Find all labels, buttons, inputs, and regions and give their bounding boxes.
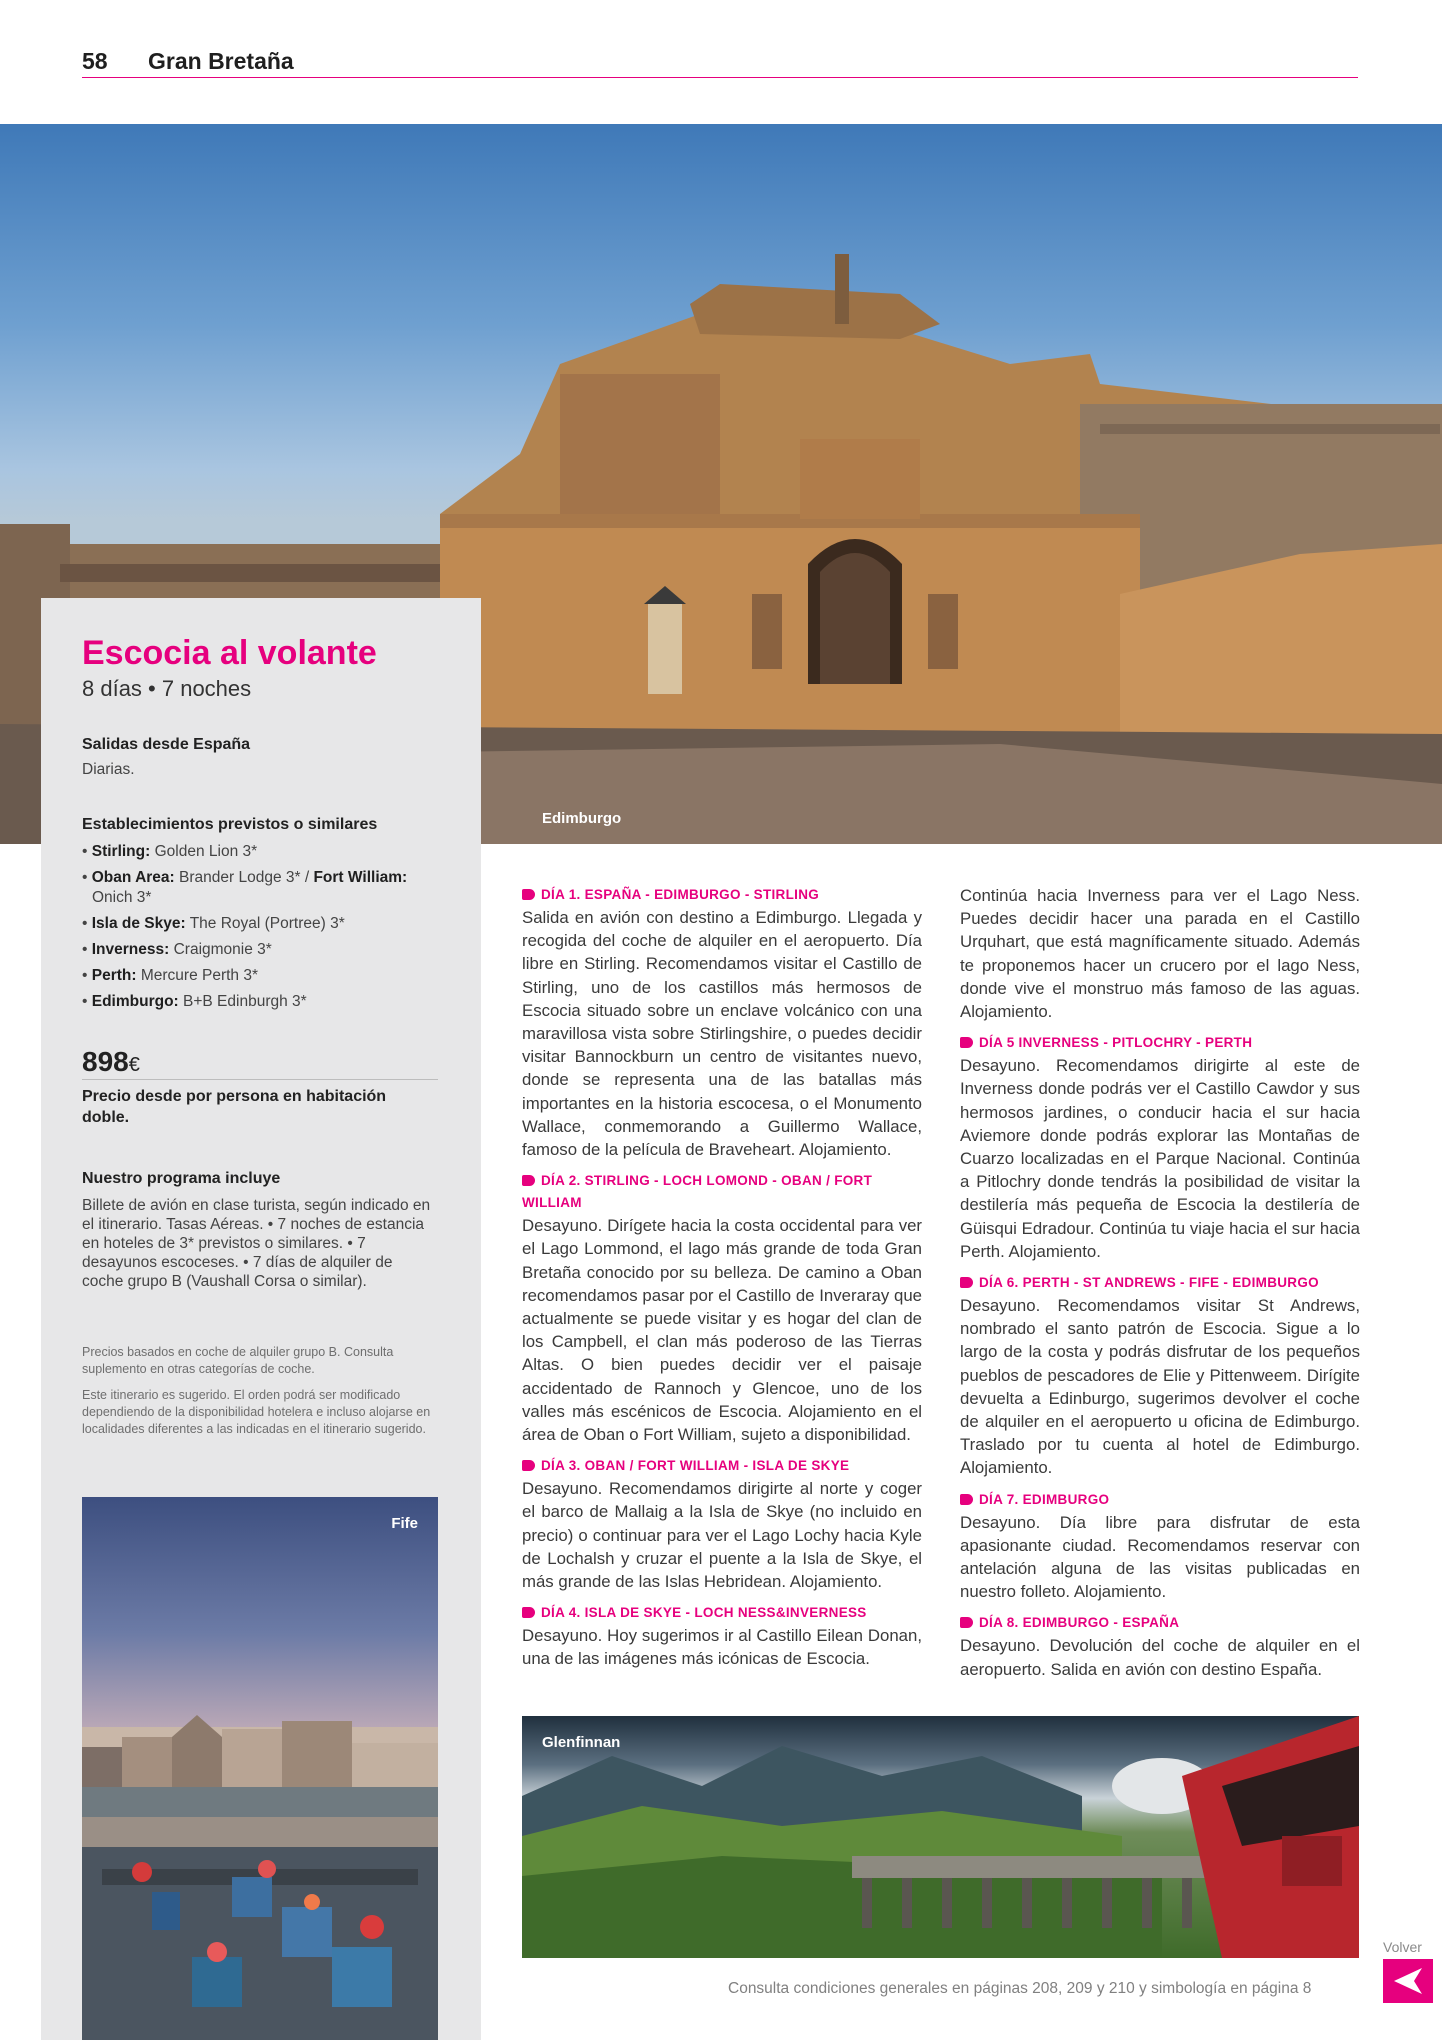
back-arrow-icon (1392, 1966, 1424, 1996)
day-marker-icon (522, 1460, 535, 1471)
day-7-title: DÍA 7. EDIMBURGO (960, 1489, 1360, 1511)
day-6-text: Desayuno. Recomendamos visitar St Andrews, nombrado el santo patrón de Escocia. Sigue a lo largo de la costa y podrás disfrutar de los pequeños pueblos de pescadores de Elie y Pittenweem. Dirígite devuelta a Edinburgo, sugerimos devolver el coche de alquiler en el aeropuerto u oficina de Edimburgo. Traslado por tu cuenta al hotel de Edimburgo. Alojamiento. (960, 1296, 1360, 1478)
day-3-title: DÍA 3. OBAN / FORT WILLIAM - ISLA DE SKYE (522, 1455, 922, 1477)
page-header (82, 48, 1358, 78)
day-8-text: Desayuno. Devolución del coche de alquiler en el aeropuerto. Salida en avión con destino España. (960, 1636, 1360, 1679)
hero-caption: Edimburgo (542, 810, 622, 827)
departures-heading: Salidas desde España (82, 736, 251, 753)
price-divider (82, 1079, 438, 1080)
day-1-title: DÍA 1. ESPAÑA - EDIMBURGO - STIRLING (522, 884, 922, 906)
day-2-text: Desayuno. Dirígete hacia la costa occidental para ver el Lago Lommond, el lago más grande de toda Gran Bretaña conocido por su belleza. De camino a Oban recomendamos pasar por el Castillo de Inveraray que actualmente se puede visitar y es hogar del clan de los Campbell, el clan más poderoso de las Tierras Altas. O bien puedes decidir ver el paisaje accidentado de Rannoch y Glencoe, uno de los valles más escénicos de Escocia. Alojamiento en el área de Oban o Fort William, sujeto a disponibilidad. (522, 1216, 922, 1445)
day-8-title: DÍA 8. EDIMBURGO - ESPAÑA (960, 1612, 1360, 1634)
day-5-title: DÍA 5 INVERNESS - PITLOCHRY - PERTH (960, 1032, 1360, 1054)
departures-text: Diarias. (82, 761, 135, 778)
day-marker-icon (522, 1175, 535, 1186)
includes-text: Billete de avión en clase turista, según indicado en el itinerario. Tasas Aéreas. • 7 noches de estancia en hoteles de 3* previstos o similares. • 7 desayunos escoceses. • 7 días de alquiler de coche grupo B (Vaushall Corsa o similar). (82, 1197, 431, 1290)
photo-fife (82, 1497, 438, 2040)
hotel-item: • Perth: Mercure Perth 3* (82, 966, 442, 986)
hotels-heading: Establecimientos previstos o similares (82, 816, 378, 833)
day-6-title: DÍA 6. PERTH - ST ANDREWS - FIFE - EDIMBURGO (960, 1272, 1360, 1294)
day-marker-icon (960, 1037, 973, 1048)
hotel-item: • Stirling: Golden Lion 3* (82, 842, 442, 862)
day-marker-icon (522, 1607, 535, 1618)
day-marker-icon (960, 1277, 973, 1288)
back-button[interactable] (1383, 1959, 1433, 2003)
fife-caption: Fife (391, 1515, 418, 1532)
day-marker-icon (522, 889, 535, 900)
tour-duration: 8 días • 7 noches (82, 676, 252, 701)
price-note: Precio desde por persona en habitación doble. (82, 1088, 387, 1126)
day-marker-icon (960, 1494, 973, 1505)
itinerary-column-1 (522, 884, 922, 1671)
hotel-item: • Oban Area: Brander Lodge 3* / Fort William: Onich 3* (82, 868, 442, 908)
back-label[interactable]: Volver (1383, 1939, 1422, 1955)
day-2-title: DÍA 2. STIRLING - LOCH LOMOND - OBAN / FORT WILLIAM (522, 1173, 873, 1211)
page-number: 58 (82, 48, 108, 74)
hotels-list (82, 842, 442, 1018)
note-itinerary: Este itinerario es sugerido. El orden podrá ser modificado dependiendo de la disponibilidad hotelera e incluso alojarse en localidades diferentes a las indicadas en el itinerario sugerido. (82, 1388, 431, 1436)
glenfinnan-caption: Glenfinnan (542, 1734, 621, 1751)
photo-glenfinnan (522, 1716, 1359, 1958)
day-3-text: Desayuno. Recomendamos dirigirte al norte y coger el barco de Mallaig a la Isla de Skye (no incluido en precio) o continuar para ver el Lago Lochy hacia Kyle de Lochalsh y cruzar el puente a la Isla de Skye, el más grande de las Islas Hebridean. Alojamiento. (522, 1479, 922, 1592)
itinerary-column-2 (960, 884, 1360, 1681)
fife-illustration (82, 1497, 438, 2040)
hotel-item: • Inverness: Craigmonie 3* (82, 940, 442, 960)
day-1-text: Salida en avión con destino a Edimburgo. Llegada y recogida del coche de alquiler en el aeropuerto. Día libre en Stirling. Recomendamos visitar el Castillo de Stirling, uno de los castillos más hermosos de Escocia situado sobre un enclave volcánico con una maravillosa vista sobre Stirlingshire, o puedes decidir visitar Bannockburn un centro de visitantes nuevo, donde se representa una de las batallas más importantes en la historia escocesa, o el Monumento Wallace, conmemorando a Guillermo Wallace, famoso de la película de Braveheart. Alojamiento. (522, 908, 922, 1160)
hotel-item: • Isla de Skye: The Royal (Portree) 3* (82, 914, 442, 934)
day-5-text: Desayuno. Recomendamos dirigirte al este de Inverness donde podrás ver el Castillo Cawdor y sus hermosos jardines, o conducir hacia el sur hacia Aviemore donde podrás explorar las Montañas de Cuarzo localizadas en el Parque Nacional. Continúa a Pitlochry donde tendrás la posibilidad de visitar la destilería más pequeña de Escocia la destilería de Güisqui Edradour. Continúa tu viaje hacia el sur hacia Perth. Alojamiento. (960, 1056, 1360, 1261)
glenfinnan-illustration (522, 1716, 1359, 1958)
day-4-text: Desayuno. Hoy sugerimos ir al Castillo Eilean Donan, una de las imágenes más icónicas de Escocia. (522, 1626, 922, 1669)
day-4-continued: Continúa hacia Inverness para ver el Lago Ness. Puedes decidir hacer una parada en el Castillo Urquhart, que está magníficamente situado. Además te proponemos hacer un crucero por el lago Ness, donde vive el monstruo más famoso de las aguas. Alojamiento. (960, 886, 1360, 1022)
section-title: Gran Bretaña (148, 48, 294, 74)
conditions-footer: Consulta condiciones generales en páginas 208, 209 y 210 y simbología en página 8 (728, 1980, 1312, 1997)
hotel-item: • Edimburgo: B+B Edinburgh 3* (82, 992, 442, 1012)
day-4-title: DÍA 4. ISLA DE SKYE - LOCH NESS&INVERNESS (522, 1602, 922, 1624)
note-car-group: Precios basados en coche de alquiler grupo B. Consulta suplemento en otras categorías de coche. (82, 1345, 394, 1376)
price: 898€ (82, 1046, 140, 1077)
day-7-text: Desayuno. Día libre para disfrutar de esta apasionante ciudad. Recomendamos reservar con antelación alguna de las visitas publicadas en nuestro folleto. Alojamiento. (960, 1512, 1360, 1602)
includes-heading: Nuestro programa incluye (82, 1170, 281, 1187)
tour-title: Escocia al volante (82, 634, 377, 672)
day-marker-icon (960, 1617, 973, 1628)
